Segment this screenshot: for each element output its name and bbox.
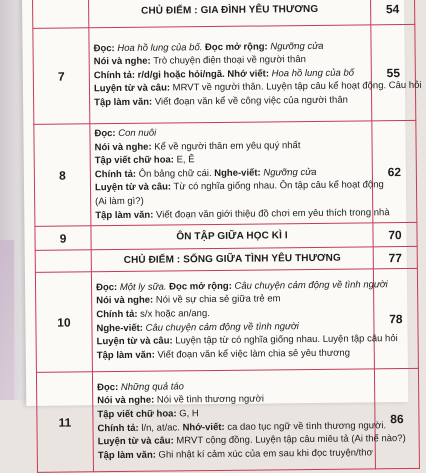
text: MRVT về người thân. Luyện tập câu kể hoạt động. Câu hỏi bbox=[172, 80, 422, 94]
label: Luyện từ và câu: bbox=[97, 435, 174, 448]
lesson-number: 11 bbox=[36, 372, 93, 473]
text: Trò chuyện điện thoại về người thân bbox=[153, 54, 306, 67]
label: Đọc: bbox=[94, 128, 116, 140]
text: ca dao tục ngữ về tình thương người. bbox=[227, 419, 387, 433]
lesson-page-number: 86 bbox=[374, 369, 419, 469]
label: Nói và nghe: bbox=[93, 55, 151, 68]
lesson-number: 7 bbox=[33, 28, 90, 125]
label: Chính tả: bbox=[96, 308, 138, 321]
lesson-number: 8 bbox=[34, 124, 91, 227]
lesson-page-number: 55 bbox=[371, 24, 416, 120]
text: Ngưỡng cửa bbox=[270, 40, 324, 52]
label: Nhớ viết: bbox=[227, 68, 270, 80]
theme-page-number: 54 bbox=[370, 0, 414, 25]
label: Tập làm văn: bbox=[94, 96, 153, 109]
text: Hoa hồ lung của bố bbox=[271, 67, 355, 80]
label: Nói và nghe: bbox=[94, 141, 152, 153]
text: Viết đoạn văn giới thiệu đồ chơi em yêu thích trong nhà bbox=[155, 206, 390, 221]
text: Hoa hồ lung của bố. bbox=[117, 41, 203, 54]
label: Tập làm văn: bbox=[96, 349, 155, 362]
label: Nói và nghe: bbox=[97, 395, 155, 407]
label: Luyện từ và câu: bbox=[96, 335, 173, 348]
review-title: ÔN TẬP GIỮA HỌC KÌ I bbox=[91, 223, 373, 250]
label: Đọc mở rộng: bbox=[204, 40, 268, 53]
text: Luyện tập từ có nghĩa giống nhau. Luyện tập câu hỏi bbox=[175, 333, 398, 347]
label: Đọc: bbox=[96, 281, 118, 294]
label: Nói và nghe: bbox=[96, 295, 154, 307]
text: Viết đoạn văn kể về công việc của người thân bbox=[154, 94, 348, 108]
lesson-number: 9 bbox=[35, 226, 91, 251]
label: Tập làm văn: bbox=[95, 209, 154, 221]
label: Tập làm văn: bbox=[97, 449, 156, 462]
text: Câu chuyện cảm động về tình người bbox=[145, 320, 299, 334]
lesson-row-7 bbox=[33, 24, 416, 124]
theme-title: CHỦ ĐIỂM : GIA ĐÌNH YÊU THƯƠNG bbox=[89, 0, 371, 28]
contents-table bbox=[32, 0, 420, 473]
label: Đọc: bbox=[97, 381, 119, 394]
label: Luyện từ và câu: bbox=[93, 82, 171, 95]
lesson-content bbox=[90, 121, 390, 226]
label: Chính tả: bbox=[97, 422, 139, 434]
label: Tập viết chữ hoa: bbox=[94, 154, 174, 167]
text: s/x hoặc an/ang. bbox=[140, 308, 210, 320]
text: Những quả táo bbox=[120, 381, 185, 393]
label: Chính tả: bbox=[93, 69, 136, 81]
label: Chính tả: bbox=[94, 168, 137, 181]
text: Một ly sữa. bbox=[119, 281, 167, 293]
label: Nhớ-viết: bbox=[182, 421, 225, 433]
text: E, Ê bbox=[176, 154, 195, 166]
theme-page-number: 77 bbox=[373, 247, 417, 269]
label: Nghe-viết: bbox=[214, 167, 261, 179]
theme-number-cell bbox=[33, 0, 89, 28]
text: (Ai làm gì?) bbox=[95, 195, 144, 208]
text: Ngưỡng cửa bbox=[263, 166, 317, 179]
theme-title: CHỦ ĐIỂM : SỐNG GIỮA TÌNH YÊU THƯƠNG bbox=[91, 247, 373, 272]
text: r/d/gi hoặc hỏi/ngã. bbox=[137, 68, 225, 81]
label: Tập viết chữ hoa: bbox=[97, 408, 177, 421]
text: MRVT cộng đồng. Luyện tập câu miêu tả (Ai thế nào?) bbox=[176, 433, 406, 447]
text: Con nuôi bbox=[118, 127, 157, 139]
theme-number-cell bbox=[35, 250, 91, 273]
lesson-row-11 bbox=[36, 369, 419, 473]
lesson-page-number: 62 bbox=[372, 120, 417, 223]
book-page bbox=[22, 0, 422, 462]
text: Nói về tình thương người bbox=[156, 393, 264, 407]
lesson-row-10 bbox=[35, 269, 418, 373]
label: Đọc mở rộng: bbox=[169, 280, 232, 293]
lesson-number: 10 bbox=[35, 272, 92, 373]
text: Nói về sự chia sẻ giữa trẻ em bbox=[155, 293, 281, 307]
lesson-row-8 bbox=[34, 120, 417, 226]
label: Luyện từ và câu: bbox=[94, 181, 172, 194]
text: G, H bbox=[179, 408, 199, 420]
text: Từ có nghĩa giống nhau. Ôn tập câu kể hoạt động bbox=[173, 179, 384, 193]
text: Kể về người thân em yêu quý nhất bbox=[154, 139, 301, 153]
text: l/n, at/ac. bbox=[141, 422, 180, 434]
text: Ôn bảng chữ cái. bbox=[138, 167, 212, 180]
label: Đọc: bbox=[93, 42, 115, 54]
label: Nghe-viết: bbox=[96, 322, 143, 334]
text: Viết đoạn văn kể việc làm chia sẻ yêu thương bbox=[157, 347, 351, 361]
text: Ghi nhật kí cảm xúc của em sau khi đọc truyện/thơ bbox=[158, 447, 373, 461]
review-page-number: 70 bbox=[373, 223, 417, 247]
lesson-page-number: 78 bbox=[373, 269, 418, 369]
text: Câu chuyện cảm động về tình người bbox=[234, 279, 388, 292]
